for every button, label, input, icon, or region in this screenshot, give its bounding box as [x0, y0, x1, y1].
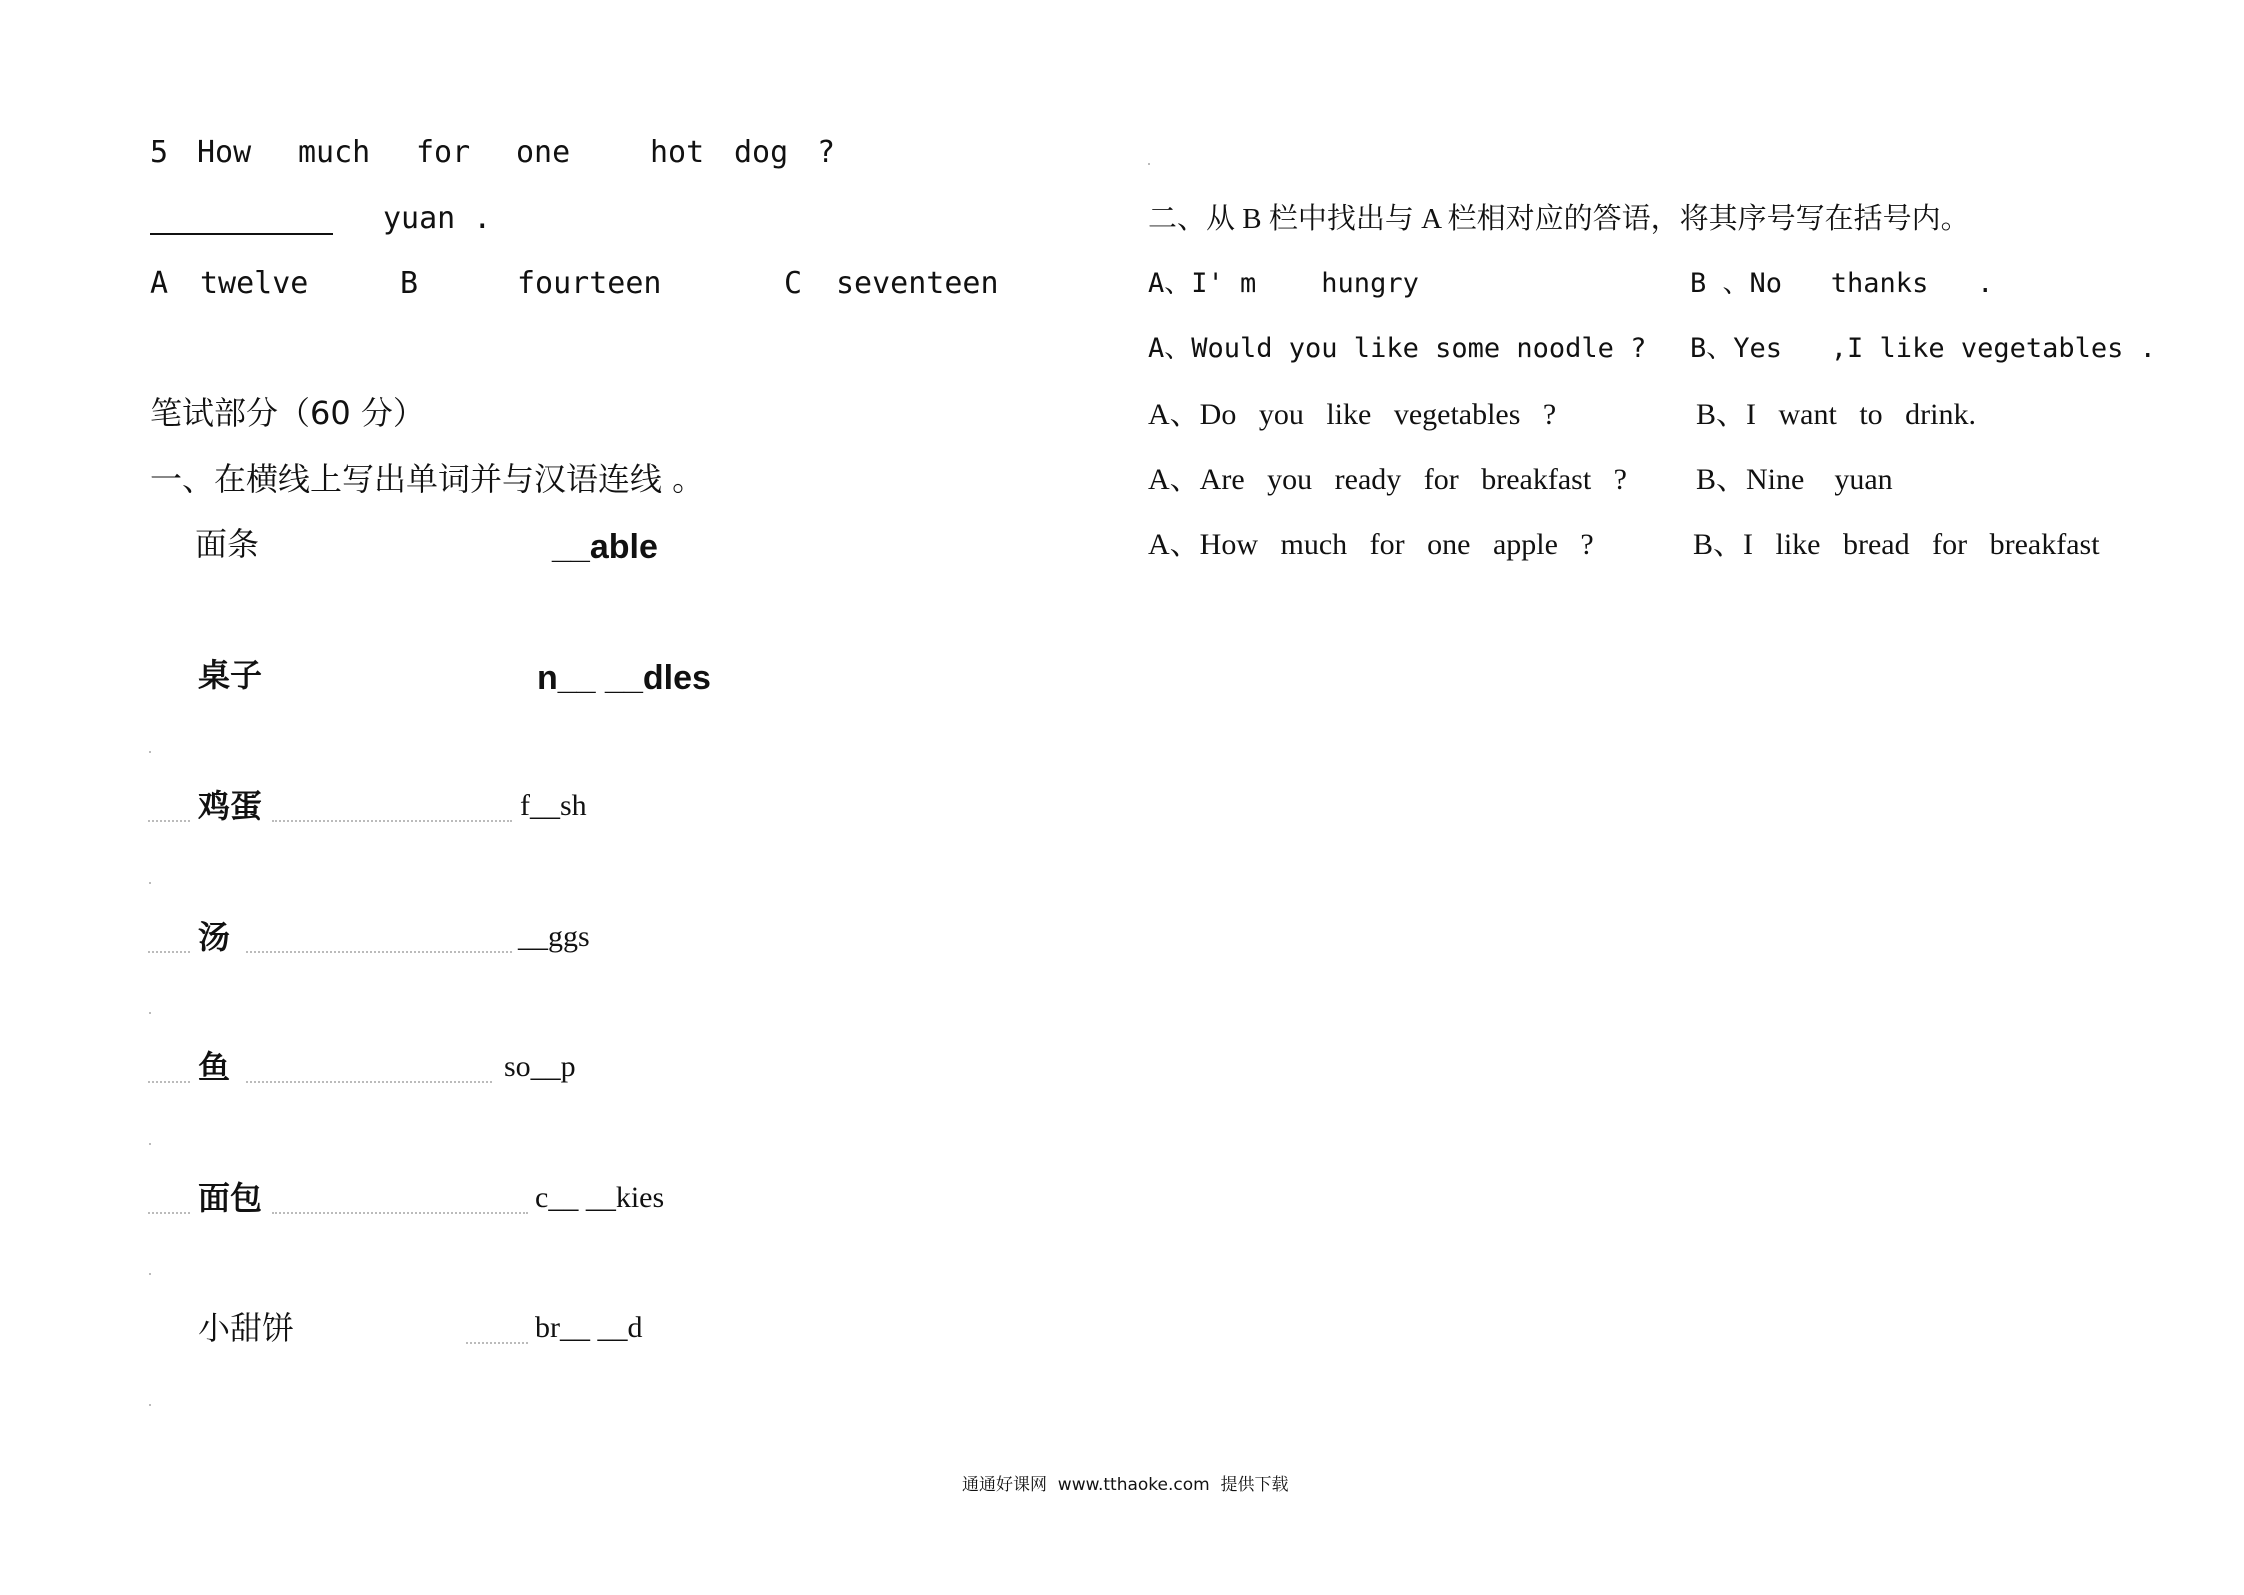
section-2-title: 二、从 B 栏中找出与 A 栏相对应的答语，将其序号写在括号内。 — [1148, 203, 1970, 235]
dotted-leader — [246, 1081, 492, 1083]
dotted-leader — [272, 1212, 528, 1214]
english-word[interactable]: br__ __d — [535, 1311, 643, 1344]
dotted-leader — [148, 951, 190, 953]
chinese-word: 面包 — [198, 1179, 263, 1217]
dotted-leader — [148, 1081, 190, 1083]
column-a-item: A、How much for one apple ? — [1148, 528, 1594, 561]
dotted-leader — [272, 820, 512, 822]
written-part-heading: 笔试部分（60 分） — [150, 394, 425, 432]
english-word[interactable]: __able — [552, 528, 658, 566]
dot-marker — [149, 1273, 151, 1275]
option-a-text: twelve — [200, 266, 309, 301]
dotted-leader — [148, 1212, 190, 1214]
option-b-letter: B — [400, 266, 419, 301]
column-b-item: B、I like bread for breakfast — [1693, 528, 2100, 561]
option-b-text: fourteen — [517, 266, 662, 301]
chinese-word: 鸡蛋 — [198, 787, 263, 825]
chinese-word: 汤 — [198, 918, 231, 956]
dotted-leader — [466, 1342, 528, 1344]
question-number: 5 — [150, 135, 169, 170]
section-1-title: 一、在横线上写出单词并与汉语连线 。 — [150, 460, 705, 498]
option-c-text: seventeen — [836, 266, 999, 301]
english-word[interactable]: so__p — [504, 1050, 576, 1083]
english-word[interactable]: c__ __kies — [535, 1181, 665, 1214]
english-word[interactable]: n__ __dles — [537, 659, 711, 697]
dot-marker — [1148, 163, 1150, 165]
chinese-word: 面条 — [195, 525, 260, 563]
column-a-item: A、Would you like some noodle ? — [1148, 333, 1647, 364]
chinese-word: 桌子 — [198, 656, 263, 694]
question-word: dog — [734, 135, 789, 170]
answer-suffix: yuan . — [383, 201, 492, 236]
option-a-letter: A — [150, 266, 169, 301]
question-word: How — [197, 135, 252, 170]
column-b-item: B、I want to drink. — [1696, 398, 1976, 431]
column-b-item: B 、No thanks . — [1690, 268, 1994, 299]
option-c-letter: C — [784, 266, 803, 301]
dot-marker — [149, 751, 151, 753]
footer-credit: 通通好课网 www.tthaoke.com 提供下载 — [962, 1475, 1289, 1495]
chinese-word: 小甜饼 — [198, 1309, 295, 1347]
question-word: much — [298, 135, 371, 170]
english-word[interactable]: __ggs — [518, 920, 590, 953]
column-a-item: A、Do you like vegetables ? — [1148, 398, 1557, 431]
column-b-item: B、Nine yuan — [1696, 463, 1893, 496]
column-a-item: A、Are you ready for breakfast ? — [1148, 463, 1627, 496]
column-a-item: A、I' m hungry — [1148, 268, 1419, 299]
question-word: hot — [650, 135, 705, 170]
dotted-leader — [148, 820, 190, 822]
question-mark: ? — [817, 135, 836, 170]
dotted-leader — [246, 951, 512, 953]
dot-marker — [149, 1012, 151, 1014]
dot-marker — [149, 1404, 151, 1406]
chinese-word: 鱼 — [198, 1048, 231, 1086]
question-word: for — [416, 135, 471, 170]
dot-marker — [149, 882, 151, 884]
english-word[interactable]: f__sh — [520, 789, 587, 822]
dot-marker — [149, 1143, 151, 1145]
question-word: one — [516, 135, 571, 170]
answer-blank[interactable] — [150, 233, 333, 235]
column-b-item: B、Yes ,I like vegetables . — [1690, 333, 2156, 364]
